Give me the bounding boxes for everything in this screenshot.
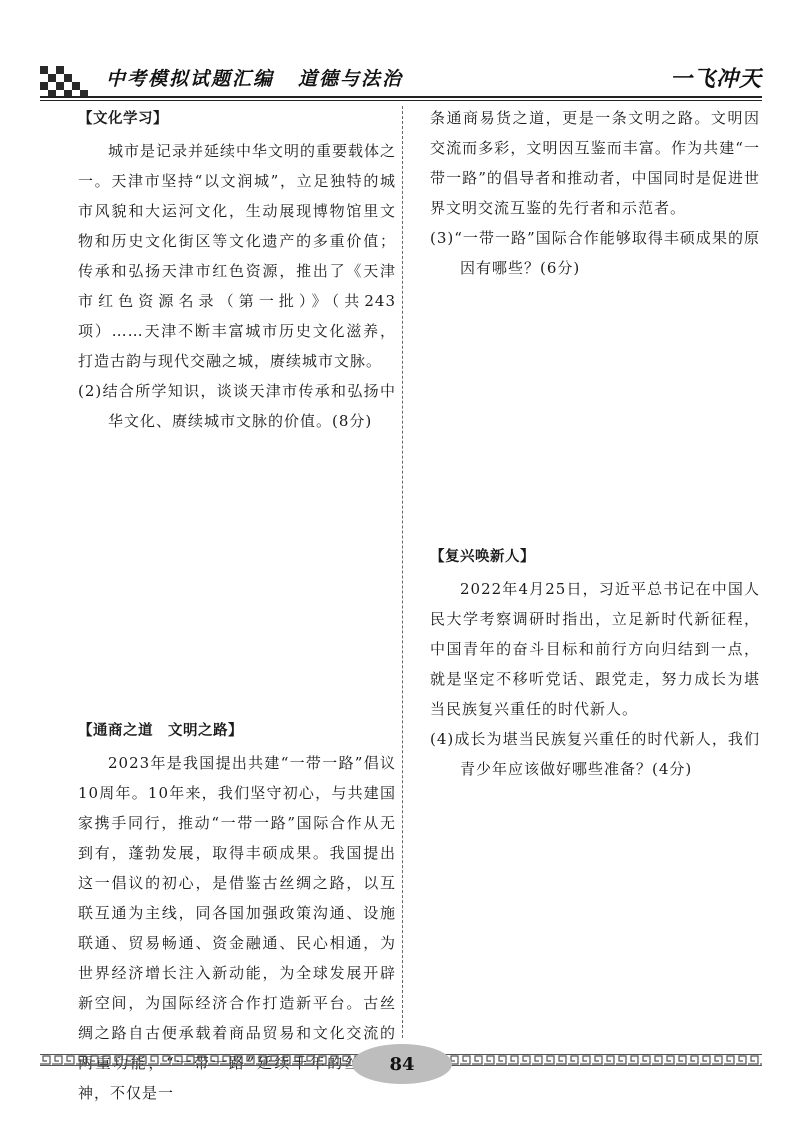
paragraph-revival: 2022年4月25日，习近平总书记在中国人民大学考察调研时指出，立足新时代新征程，中国青年的奋斗目标和前行方向归结到一点，就是坚定不移听党话、跟党走，努力成长为堪当民族复兴重任的时代新人。 <box>430 580 760 718</box>
section-title-revival: 【复兴唤新人】 <box>430 549 535 565</box>
section-title-silk-road: 【通商之道 文明之路】 <box>78 723 243 739</box>
checker-logo-icon <box>40 66 98 98</box>
question-3: (3)“一带一路”国际合作能够取得丰硕成果的原因有哪些？(6分) <box>430 229 760 277</box>
section-silk-road <box>78 718 396 1108</box>
book-title <box>106 64 403 91</box>
paragraph-silk-road: 2023年是我国提出共建“一带一路”倡议10周年。10年来，我们坚守初心，与共建国家携手同行，推动“一带一路”国际合作从无到有，蓬勃发展，取得丰硕成果。我国提出这一倡议的初心，是借鉴古丝绸之路，以互联互通为主线，同各国加强政策沟通、设施联通、贸易畅通、资金融通、民心相通，为世界经济增长注入新动能，为全球发展开辟新空间，为国际经济合作打造新平台。古丝绸之路自古便承载着商品贸易和文化交流的 神，不仅是一 <box>78 754 396 1102</box>
paragraph-continuation: 条通商易货之道，更是一条文明之路。文明因交流而多彩，文明因互鉴而丰富。作为共建“一带一路”的倡导者和推动者，中国同时是促进世界文明交流互鉴的先行者和示范者。 <box>430 109 760 217</box>
header-rule-thin <box>40 100 762 101</box>
section-culture <box>78 106 396 436</box>
brand-logo: 一飞冲天 <box>669 67 762 92</box>
page-number-badge <box>352 1044 452 1084</box>
section-revival <box>430 544 760 784</box>
question-2: (2)结合所学知识，谈谈天津市传承和弘扬中华文化、赓续城市文脉的价值。(8分) <box>78 382 396 430</box>
header-rule <box>40 96 762 98</box>
book-title-text: 中考模拟试题汇编 <box>106 68 275 90</box>
section-title-culture: 【文化学习】 <box>78 111 168 127</box>
paragraph-culture: 城市是记录并延续中华文明的重要载体之一。天津市坚持“以文润城”，立足独特的城市风貌和大运河文化，生动展现博物馆里文物和历史文化街区等文化遗产的多重价值；传承和弘扬天津市红色资源，推出了《天津市红色资源名录（第一批）》（共243项）……天津不断丰富城市历史文化滋养，打造古韵与现代交融之城，赓续城市文脉。 <box>78 142 397 370</box>
page-number: 84 <box>389 1053 415 1075</box>
question-4: (4)成长为堪当民族复兴重任的时代新人，我们青少年应该做好哪些准备？(4分) <box>430 730 760 778</box>
subject-title: 道德与法治 <box>298 68 404 90</box>
column-divider <box>402 106 403 1038</box>
page-header <box>40 54 762 104</box>
section-silk-road-continued <box>430 103 760 283</box>
